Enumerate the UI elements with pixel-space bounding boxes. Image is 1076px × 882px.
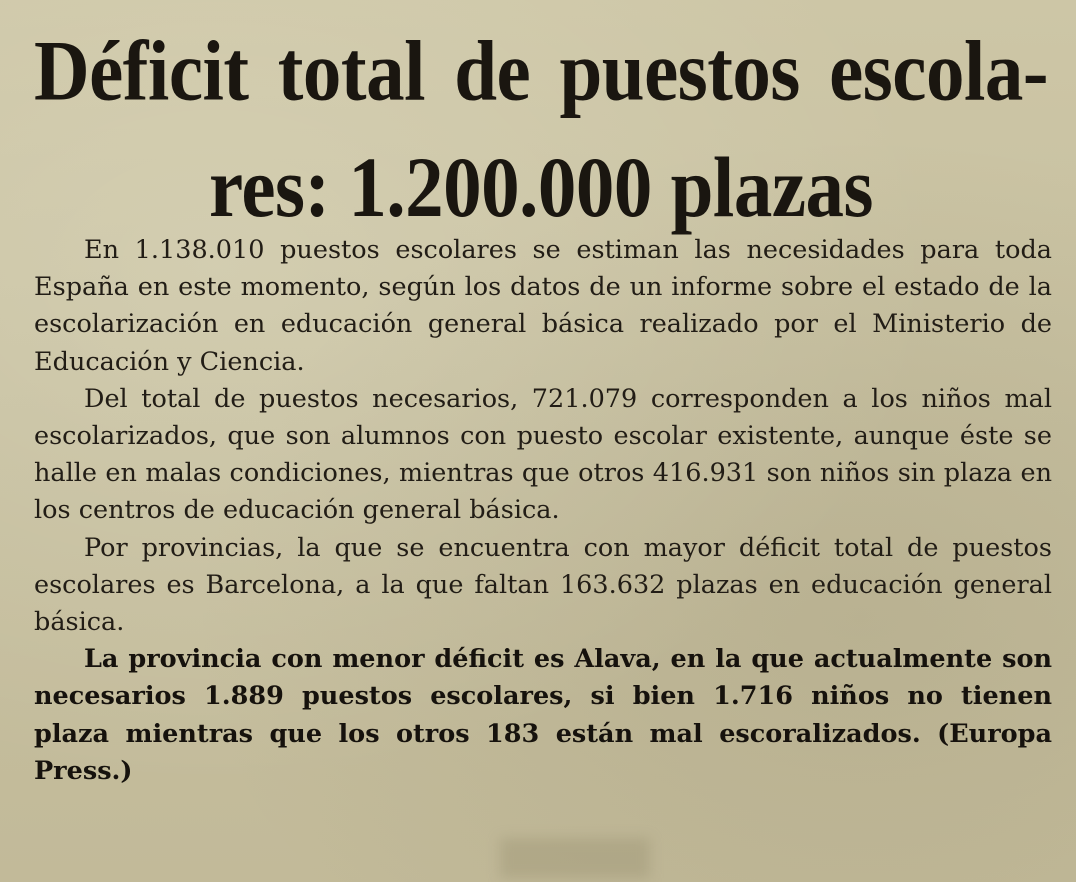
- headline-line-2: res: 1.200.000 plazas: [209, 138, 873, 235]
- paragraph-1: En 1.138.010 puestos escolares se estiman las necesidades para toda España en este momento, según los datos de un informe sobre el estado de la escolarización en educación general básica realizado por el Ministerio de Educación y Ciencia.: [34, 235, 1052, 377]
- article-body: [34, 232, 1052, 790]
- headline-line-1: Déficit total de puestos escola-: [34, 22, 1048, 119]
- headline: [34, 22, 1048, 235]
- paragraph-2: Del total de puestos necesarios, 721.079 corresponden a los niños mal escolarizados, que son alumnos con puesto escolar existente, aunque éste se halle en malas condiciones, mientras que otros 416.931 son niños sin plaza en los centros de educación general básica.: [34, 383, 1052, 526]
- paragraph-4: La provincia con menor déficit es Alava, en la que actualmente son necesarios 1.889 puestos escolares, si bien 1.716 niños no tienen plaza mientras que los otros 183 están mal escoralizados. (Europa Press.): [34, 644, 1052, 786]
- paragraph-3: Por provincias, la que se encuentra con mayor déficit total de puestos escolares es Barcelona, a la que faltan 163.632 plazas en educación general básica.: [34, 532, 1052, 638]
- paper-stain: [500, 838, 650, 878]
